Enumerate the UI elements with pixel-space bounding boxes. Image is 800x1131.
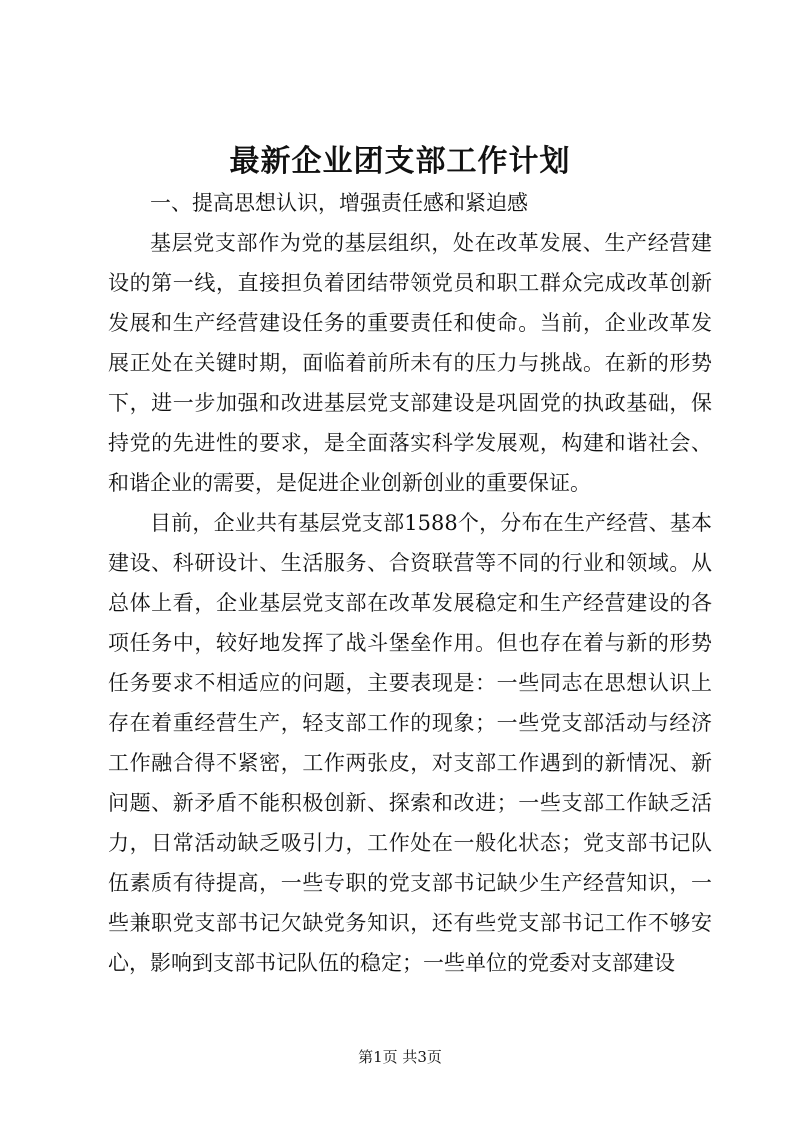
section-heading: 一、提高思想认识，增强责任感和紧迫感	[150, 191, 528, 215]
document-body	[108, 183, 712, 983]
paragraph-2: 目前，企业共有基层党支部1588个，分布在生产经营、基本建设、科研设计、生活服务、合资联营等不同的行业和领域。从总体上看，企业基层党支部在改革发展稳定和生产经营建设的各项任务中，较好地发挥了战斗堡垒作用。但也存在着与新的形势任务要求不相适应的问题，主要表现是：一些同志在思想认识上存在着重经营生产，轻支部工作的现象；一些党支部活动与经济工作融合得不紧密，工作两张皮，对支部工作遇到的新情况、新问题、新矛盾不能积极创新、探索和改进；一些支部工作缺乏活力，日常活动缺乏吸引力，工作处在一般化状态；党支部书记队伍素质有待提高，一些专职的党支部书记缺少生产经营知识，一些兼职党支部书记欠缺党务知识，还有些党支部书记工作不够安心，影响到支部书记队伍的稳定；一些单位的党委对支部建设	[108, 511, 712, 975]
paragraph-1: 基层党支部作为党的基层组织，处在改革发展、生产经营建设的第一线，直接担负着团结带领党员和职工群众完成改革创新发展和生产经营建设任务的重要责任和使命。当前，企业改革发展正处在关键时期，面临着前所未有的压力与挑战。在新的形势下，进一步加强和改进基层党支部建设是巩固党的执政基础，保持党的先进性的要求，是全面落实科学发展观，构建和谐社会、和谐企业的需要，是促进企业创新创业的重要保证。	[108, 231, 712, 495]
document-title: 最新企业团支部工作计划	[229, 144, 571, 179]
page-footer: 第1页 共3页	[358, 1048, 442, 1066]
